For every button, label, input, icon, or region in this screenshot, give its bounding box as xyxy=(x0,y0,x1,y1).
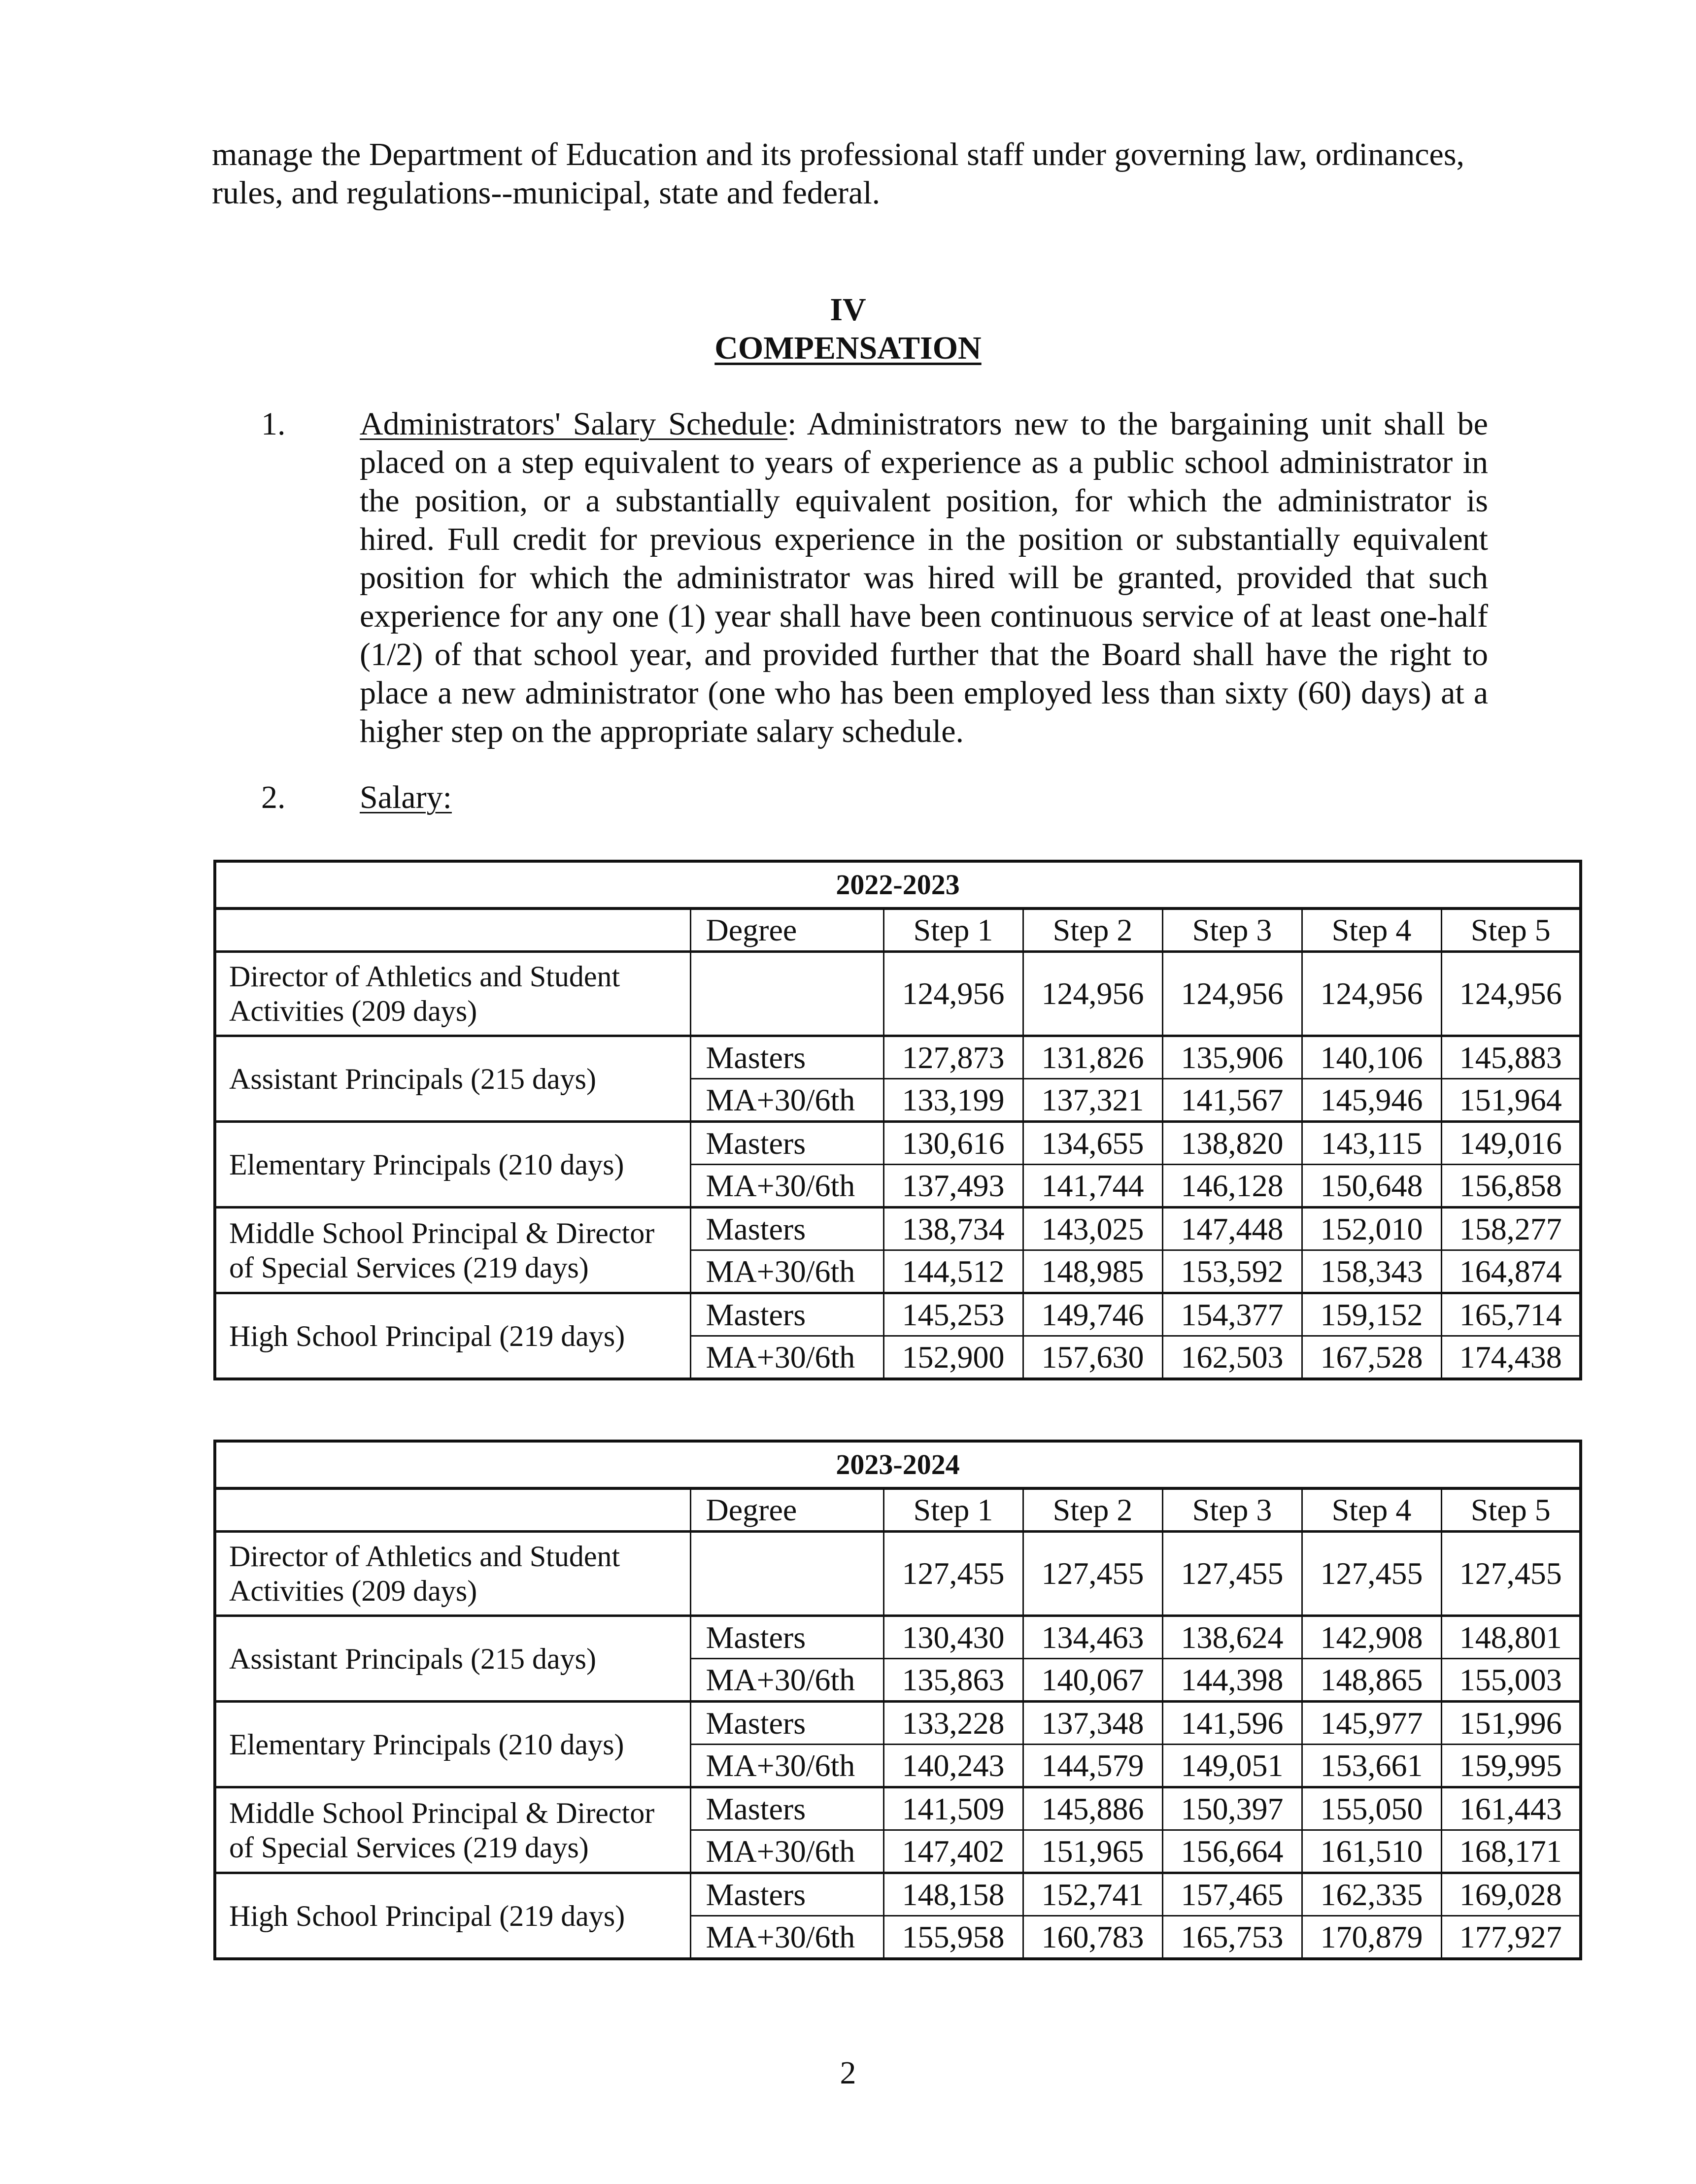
degree-cell: Masters xyxy=(690,1036,883,1079)
salary-cell: 148,801 xyxy=(1441,1616,1581,1659)
salary-cell: 155,050 xyxy=(1302,1787,1441,1830)
salary-cell: 124,956 xyxy=(1441,952,1581,1036)
salary-cell: 160,783 xyxy=(1023,1916,1162,1959)
salary-cell: 127,455 xyxy=(883,1532,1023,1616)
salary-cell: 159,995 xyxy=(1441,1745,1581,1787)
intro-paragraph: manage the Department of Education and its professional staff under governing law, ordinances, rules, and regulations--municipal, state and federal. xyxy=(212,136,1465,211)
table-row xyxy=(215,1122,1581,1165)
table-year-header: 2023-2024 xyxy=(215,1441,1581,1488)
salary-cell: 149,016 xyxy=(1441,1122,1581,1165)
salary-cell: 127,455 xyxy=(1023,1532,1162,1616)
step-header: Step 2 xyxy=(1023,908,1162,952)
table-row xyxy=(215,1293,1581,1336)
step-header: Step 5 xyxy=(1441,1488,1581,1532)
salary-cell: 140,067 xyxy=(1023,1659,1162,1702)
degree-cell: MA+30/6th xyxy=(690,1165,883,1208)
item-body xyxy=(360,405,1488,751)
salary-cell: 156,664 xyxy=(1162,1830,1302,1873)
step-header: Step 2 xyxy=(1023,1488,1162,1532)
salary-cell: 147,402 xyxy=(883,1830,1023,1873)
step-header: Step 5 xyxy=(1441,908,1581,952)
salary-cell: 153,661 xyxy=(1302,1745,1441,1787)
position-cell: Assistant Principals (215 days) xyxy=(215,1036,690,1122)
salary-cell: 169,028 xyxy=(1441,1873,1581,1916)
degree-cell: MA+30/6th xyxy=(690,1830,883,1873)
salary-cell: 127,455 xyxy=(1162,1532,1302,1616)
salary-cell: 137,493 xyxy=(883,1165,1023,1208)
salary-cell: 164,874 xyxy=(1441,1250,1581,1293)
salary-cell: 133,199 xyxy=(883,1079,1023,1122)
salary-cell: 148,985 xyxy=(1023,1250,1162,1293)
salary-cell: 143,115 xyxy=(1302,1122,1441,1165)
step-header: Step 1 xyxy=(883,1488,1023,1532)
position-cell: High School Principal (219 days) xyxy=(215,1293,690,1379)
salary-cell: 138,734 xyxy=(883,1208,1023,1250)
position-cell: Elementary Principals (210 days) xyxy=(215,1702,690,1787)
salary-cell: 133,228 xyxy=(883,1702,1023,1745)
salary-cell: 152,010 xyxy=(1302,1208,1441,1250)
salary-cell: 144,398 xyxy=(1162,1659,1302,1702)
salary-cell: 131,826 xyxy=(1023,1036,1162,1079)
salary-cell: 130,430 xyxy=(883,1616,1023,1659)
salary-cell: 162,335 xyxy=(1302,1873,1441,1916)
position-cell: Assistant Principals (215 days) xyxy=(215,1616,690,1702)
salary-cell: 165,714 xyxy=(1441,1293,1581,1336)
degree-cell: Masters xyxy=(690,1293,883,1336)
position-header xyxy=(215,908,690,952)
page-number: 2 xyxy=(840,2055,856,2091)
salary-cell: 124,956 xyxy=(1162,952,1302,1036)
salary-cell: 158,277 xyxy=(1441,1208,1581,1250)
article-title-text: COMPENSATION xyxy=(714,330,982,366)
salary-cell: 124,956 xyxy=(1023,952,1162,1036)
salary-cell: 145,883 xyxy=(1441,1036,1581,1079)
step-header: Step 3 xyxy=(1162,908,1302,952)
degree-cell: MA+30/6th xyxy=(690,1659,883,1702)
salary-cell: 148,158 xyxy=(883,1873,1023,1916)
item-body xyxy=(360,778,1488,817)
salary-cell: 161,443 xyxy=(1441,1787,1581,1830)
salary-cell: 153,592 xyxy=(1162,1250,1302,1293)
salary-cell: 130,616 xyxy=(883,1122,1023,1165)
salary-cell: 140,106 xyxy=(1302,1036,1441,1079)
item-lead: Salary: xyxy=(360,779,452,815)
salary-cell: 140,243 xyxy=(883,1745,1023,1787)
salary-cell: 152,741 xyxy=(1023,1873,1162,1916)
salary-cell: 127,455 xyxy=(1302,1532,1441,1616)
table-row xyxy=(215,1787,1581,1830)
step-header: Step 1 xyxy=(883,908,1023,952)
salary-cell: 150,397 xyxy=(1162,1787,1302,1830)
degree-cell: Masters xyxy=(690,1702,883,1745)
salary-cell: 157,465 xyxy=(1162,1873,1302,1916)
table-row xyxy=(215,1702,1581,1745)
degree-cell: MA+30/6th xyxy=(690,1250,883,1293)
step-header: Step 3 xyxy=(1162,1488,1302,1532)
salary-cell: 147,448 xyxy=(1162,1208,1302,1250)
position-cell: High School Principal (219 days) xyxy=(215,1873,690,1959)
salary-cell: 174,438 xyxy=(1441,1336,1581,1379)
salary-cell: 145,253 xyxy=(883,1293,1023,1336)
salary-table-2022-2023 xyxy=(213,860,1582,1380)
table-row xyxy=(215,1208,1581,1250)
salary-cell: 127,455 xyxy=(1441,1532,1581,1616)
salary-cell: 127,873 xyxy=(883,1036,1023,1079)
salary-cell: 144,512 xyxy=(883,1250,1023,1293)
salary-cell: 134,655 xyxy=(1023,1122,1162,1165)
salary-cell: 137,321 xyxy=(1023,1079,1162,1122)
salary-cell: 124,956 xyxy=(1302,952,1441,1036)
item-lead: Administrators' Salary Schedule xyxy=(360,406,788,442)
position-cell: Director of Athletics and Student Activities (209 days) xyxy=(215,1532,690,1616)
salary-cell: 161,510 xyxy=(1302,1830,1441,1873)
position-header xyxy=(215,1488,690,1532)
position-cell: Elementary Principals (210 days) xyxy=(215,1122,690,1208)
salary-cell: 167,528 xyxy=(1302,1336,1441,1379)
salary-table-2023-2024 xyxy=(213,1440,1582,1960)
salary-cell: 144,579 xyxy=(1023,1745,1162,1787)
salary-cell: 142,908 xyxy=(1302,1616,1441,1659)
table-row xyxy=(215,1873,1581,1916)
salary-cell: 156,858 xyxy=(1441,1165,1581,1208)
degree-cell: Masters xyxy=(690,1873,883,1916)
salary-cell: 151,964 xyxy=(1441,1079,1581,1122)
article-number: IV xyxy=(830,292,866,328)
table-row xyxy=(215,1036,1581,1079)
salary-cell: 152,900 xyxy=(883,1336,1023,1379)
degree-cell: Masters xyxy=(690,1122,883,1165)
position-cell: Middle School Principal & Director of Special Services (219 days) xyxy=(215,1787,690,1873)
salary-cell: 141,509 xyxy=(883,1787,1023,1830)
degree-cell: Masters xyxy=(690,1208,883,1250)
item-number: 2. xyxy=(261,779,286,815)
salary-cell: 158,343 xyxy=(1302,1250,1441,1293)
item-text: : Administrators new to the bargaining unit shall be placed on a step equivalent to years of experience as a public school administrator in the position, or a substantially equivalent position, for which the administrator is hired. Full credit for previous experience in the position or substantially equivalent position for which the administrator was hired will be granted, provided that such experience for any one (1) year shall have been continuous service of at least one-half (1/2) of that school year, and provided further that the Board shall have the right to place a new administrator (one who has been employed less than sixty (60) days) at a higher step on the appropriate salary schedule. xyxy=(360,406,1488,749)
degree-cell xyxy=(690,1532,883,1616)
salary-cell: 146,128 xyxy=(1162,1165,1302,1208)
salary-cell: 177,927 xyxy=(1441,1916,1581,1959)
salary-cell: 157,630 xyxy=(1023,1336,1162,1379)
degree-cell: MA+30/6th xyxy=(690,1916,883,1959)
table-row xyxy=(215,1532,1581,1616)
salary-cell: 138,820 xyxy=(1162,1122,1302,1165)
position-cell: Director of Athletics and Student Activities (209 days) xyxy=(215,952,690,1036)
salary-cell: 168,171 xyxy=(1441,1830,1581,1873)
salary-cell: 155,003 xyxy=(1441,1659,1581,1702)
degree-header: Degree xyxy=(690,1488,883,1532)
degree-cell: MA+30/6th xyxy=(690,1745,883,1787)
degree-cell: Masters xyxy=(690,1787,883,1830)
salary-cell: 162,503 xyxy=(1162,1336,1302,1379)
salary-cell: 137,348 xyxy=(1023,1702,1162,1745)
salary-cell: 149,746 xyxy=(1023,1293,1162,1336)
salary-cell: 155,958 xyxy=(883,1916,1023,1959)
step-header: Step 4 xyxy=(1302,908,1441,952)
degree-cell: Masters xyxy=(690,1616,883,1659)
degree-cell xyxy=(690,952,883,1036)
salary-cell: 135,863 xyxy=(883,1659,1023,1702)
salary-cell: 135,906 xyxy=(1162,1036,1302,1079)
salary-cell: 148,865 xyxy=(1302,1659,1441,1702)
degree-header: Degree xyxy=(690,908,883,952)
salary-cell: 170,879 xyxy=(1302,1916,1441,1959)
salary-cell: 165,753 xyxy=(1162,1916,1302,1959)
salary-cell: 141,596 xyxy=(1162,1702,1302,1745)
salary-cell: 124,956 xyxy=(883,952,1023,1036)
article-title xyxy=(0,329,1696,368)
table-year-header: 2022-2023 xyxy=(215,861,1581,908)
salary-cell: 145,977 xyxy=(1302,1702,1441,1745)
salary-cell: 150,648 xyxy=(1302,1165,1441,1208)
salary-cell: 145,886 xyxy=(1023,1787,1162,1830)
table-header-row xyxy=(215,1488,1581,1532)
salary-cell: 141,567 xyxy=(1162,1079,1302,1122)
salary-cell: 151,965 xyxy=(1023,1830,1162,1873)
table-header-row xyxy=(215,908,1581,952)
salary-cell: 151,996 xyxy=(1441,1702,1581,1745)
step-header: Step 4 xyxy=(1302,1488,1441,1532)
degree-cell: MA+30/6th xyxy=(690,1079,883,1122)
degree-cell: MA+30/6th xyxy=(690,1336,883,1379)
position-cell: Middle School Principal & Director of Special Services (219 days) xyxy=(215,1208,690,1293)
salary-cell: 159,152 xyxy=(1302,1293,1441,1336)
table-row xyxy=(215,1616,1581,1659)
salary-cell: 138,624 xyxy=(1162,1616,1302,1659)
salary-cell: 145,946 xyxy=(1302,1079,1441,1122)
salary-cell: 149,051 xyxy=(1162,1745,1302,1787)
salary-cell: 154,377 xyxy=(1162,1293,1302,1336)
salary-cell: 141,744 xyxy=(1023,1165,1162,1208)
salary-cell: 143,025 xyxy=(1023,1208,1162,1250)
salary-cell: 134,463 xyxy=(1023,1616,1162,1659)
table-row xyxy=(215,952,1581,1036)
item-number: 1. xyxy=(261,406,286,442)
